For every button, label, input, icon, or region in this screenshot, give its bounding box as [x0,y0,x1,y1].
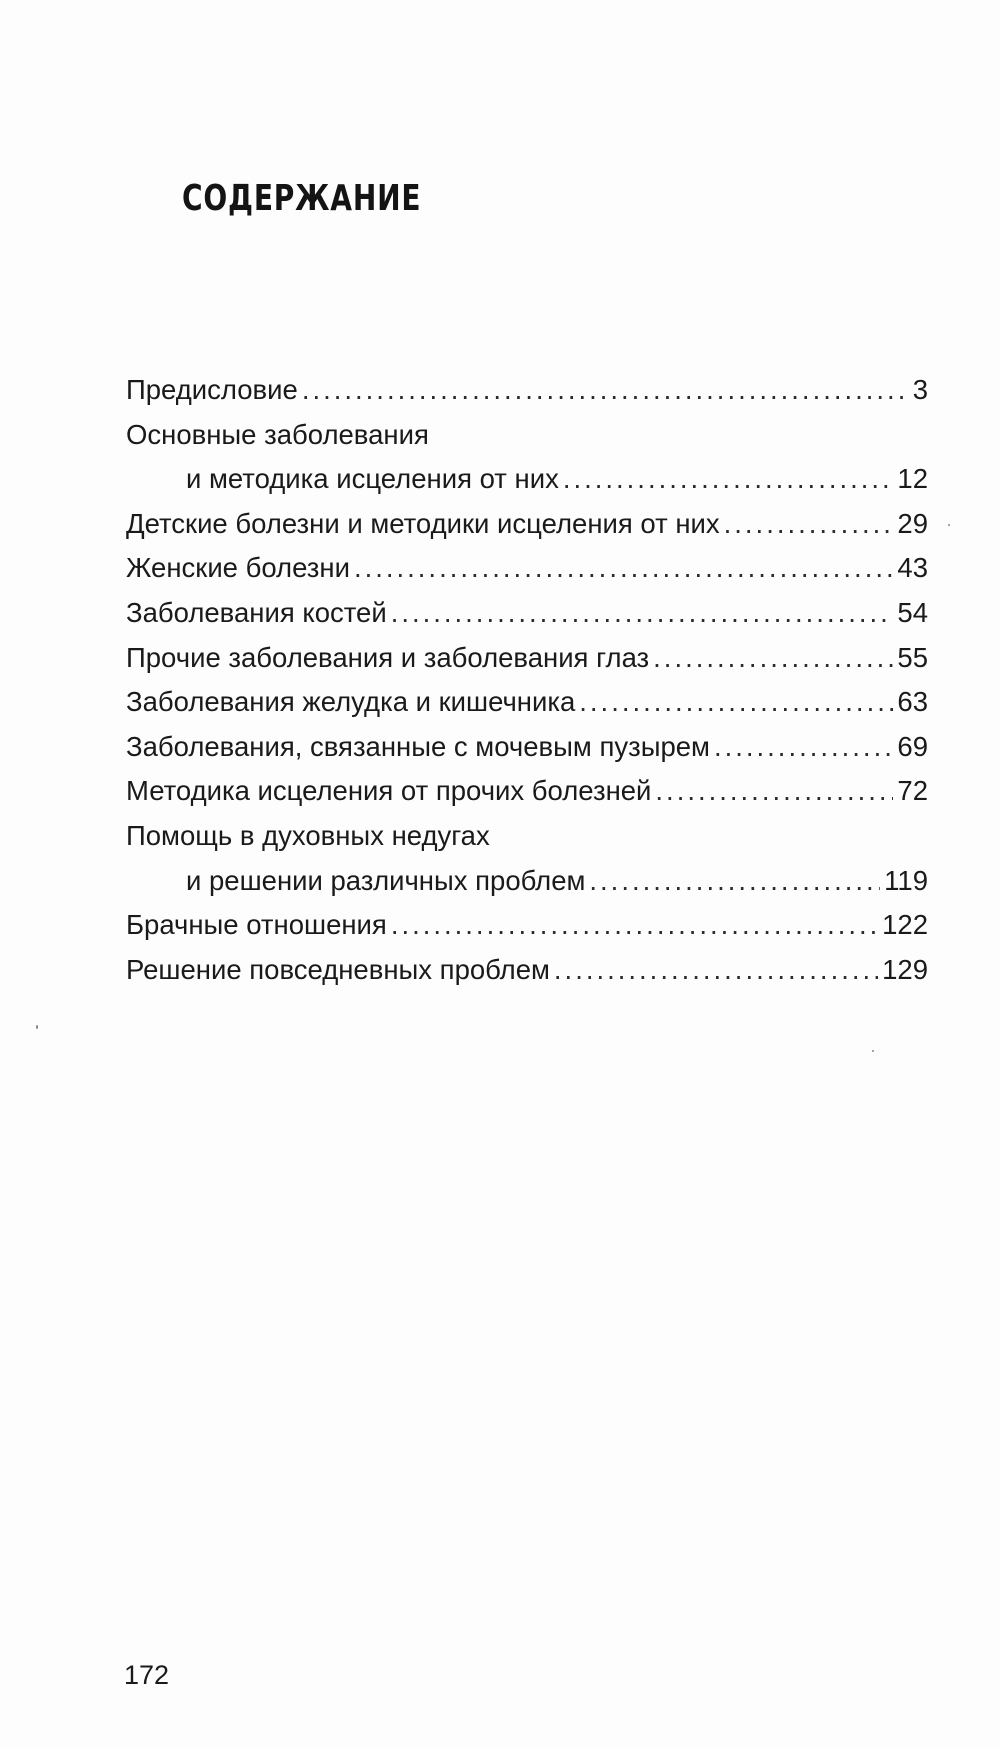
toc-line [126,948,928,993]
toc-entry-title: Женские болезни [126,552,350,584]
toc-entry-title: Прочие заболевания и заболевания глаз [126,641,650,673]
toc-line [126,725,928,770]
toc-page-number: 3 [912,374,928,405]
toc-entry [126,413,928,502]
toc-line [126,502,928,547]
toc-line [126,814,928,859]
dot-leader [354,546,893,591]
toc-line [126,368,928,413]
toc-entry [126,368,928,413]
toc-line [126,680,928,725]
page-number: 172 [124,1660,170,1690]
toc-entry [126,903,928,948]
toc-line [126,636,928,681]
toc-page-number: 63 [897,686,928,718]
toc-entry [126,546,928,591]
toc-page-number: 55 [897,641,928,673]
dot-leader [589,859,880,904]
toc-entry-title: Помощь в духовных недугах [126,819,490,851]
toc-entry-title: Брачные отношения [126,909,387,941]
paper-speck [872,1050,874,1052]
toc-page-number: 129 [882,953,928,985]
toc-line [126,413,928,458]
toc-entry-title: Методика исцеления от прочих болезней [126,775,652,807]
dot-leader [554,948,878,993]
toc-entry-title: и методика исцеления от них [186,463,559,495]
dot-leader [653,636,893,681]
toc-entry-title: Заболевания желудка и кишечника [126,686,576,718]
toc-entry-title: Заболевания, связанные с мочевым пузырем [126,730,710,762]
toc-page-number: 12 [897,463,928,495]
toc-page-number: 69 [897,730,928,762]
toc-line [126,591,928,636]
table-of-contents [126,368,928,992]
toc-entry-title: Заболевания костей [126,596,387,628]
toc-entry [126,814,928,903]
toc-entry-title: и решении различных проблем [186,864,586,896]
dot-leader [714,725,893,770]
toc-page-number: 122 [882,909,928,941]
toc-entry-title: Решение повседневных проблем [126,953,550,985]
dot-leader [724,502,894,547]
paper-speck [36,1025,38,1029]
toc-page-number: 119 [884,864,928,896]
toc-page-number: 29 [897,507,928,539]
toc-entry [126,636,928,681]
page-title: СОДЕРЖАНИЕ [182,178,422,219]
toc-entry [126,591,928,636]
toc-line [126,769,928,814]
dot-leader [563,457,894,502]
toc-page-number: 72 [897,775,928,807]
toc-entry-title: Предисловие [126,374,298,405]
dot-leader [302,368,909,413]
toc-entry [126,948,928,993]
toc-page-number: 54 [897,596,928,628]
toc-entry [126,680,928,725]
toc-entry [126,725,928,770]
toc-entry-title: Основные заболевания [126,418,429,450]
toc-page-number: 43 [897,552,928,584]
dot-leader [655,769,893,814]
dot-leader [391,591,894,636]
toc-entry [126,769,928,814]
paper-speck [948,524,950,526]
dot-leader [579,680,893,725]
toc-entry-title: Детские болезни и методики исцеления от них [126,507,720,539]
toc-line [126,859,928,904]
toc-line [126,546,928,591]
toc-line [126,903,928,948]
dot-leader [391,903,878,948]
toc-entry [126,502,928,547]
toc-line [126,457,928,502]
